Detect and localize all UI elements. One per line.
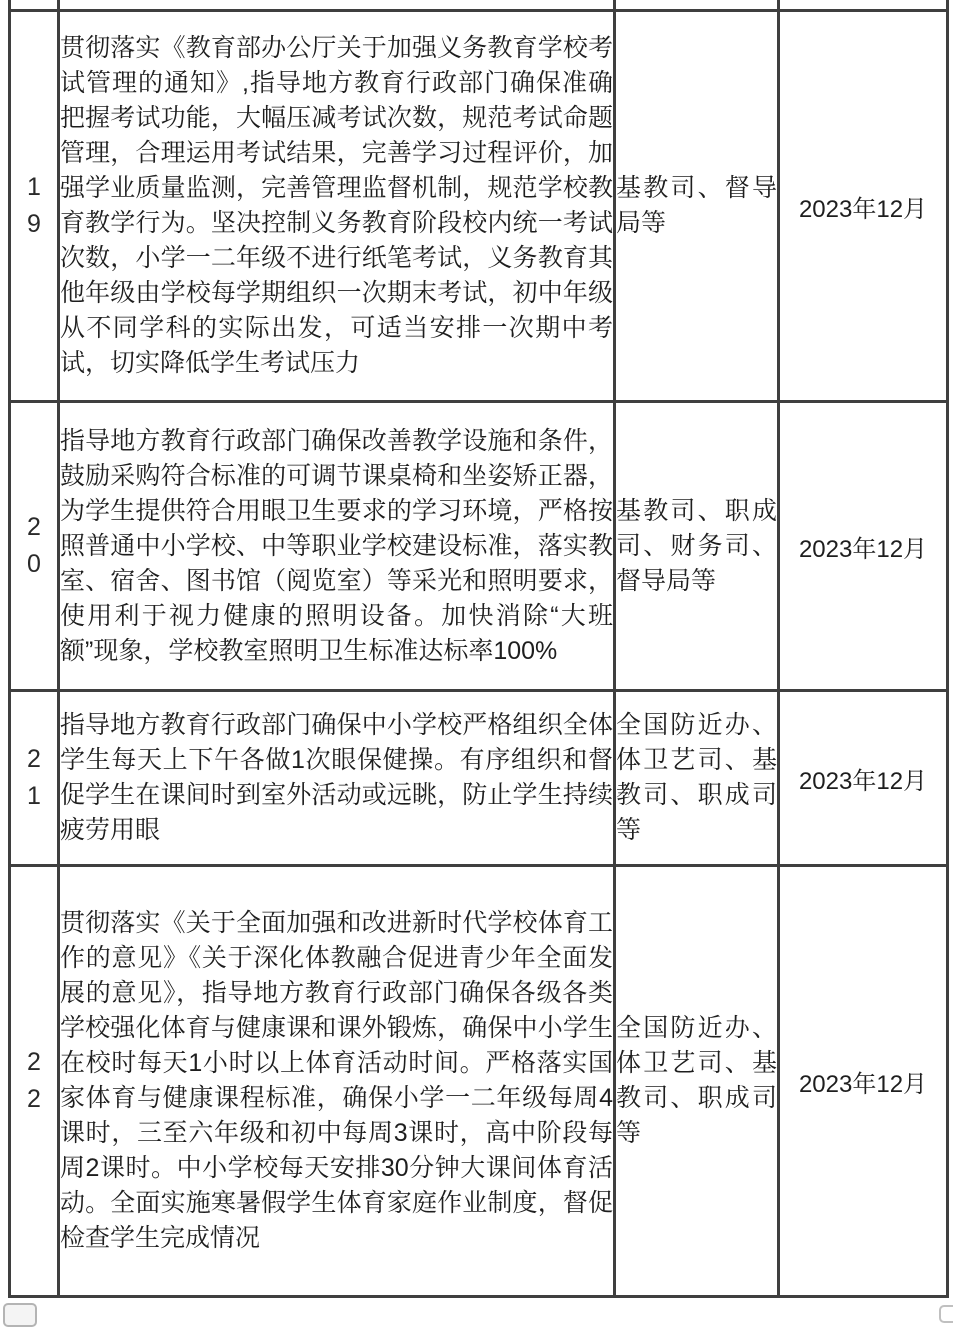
task-cell xyxy=(59,691,615,866)
task-text: 贯彻落实《关于全面加强和改进新时代学校体育工作的意见》《关于深化体教融合促进青少年全面发展的意见》，指导地方教育行政部门确保各级各类学校强化体育与健康课和课外锻炼，确保中小学生在校时每天1小时以上体育活动时间。严格落实国家体育与健康课程标准，确保小学一二年级每周4课时，三至六年级和初中每周3课时，高中阶段每周2课时。中小学校每天安排30分钟大课间体育活动。全面实施寒暑假学生体育家庭作业制度，督促检查学生完成情况 xyxy=(60,909,613,1252)
date-text: 2023年12月 xyxy=(798,1070,928,1098)
table-row xyxy=(10,866,948,1297)
task-cell xyxy=(59,402,615,691)
departments-cell xyxy=(615,0,779,11)
task-cell xyxy=(59,0,615,11)
departments-cell xyxy=(615,402,779,691)
table-row xyxy=(10,11,948,402)
task-text: 贯彻落实《教育部办公厅关于加强义务教育学校考试管理的通知》,指导地方教育行政部门确保准确把握考试功能，大幅压减考试次数，规范考试命题管理，合理运用考试结果，完善学习过程评价，加强学业质量监测，完善管理监督机制，规范学校教育教学行为。坚决控制义务教育阶段校内统一考试次数，小学一二年级不进行纸笔考试，义务教育其他年级由学校每学期组织一次期末考试，初中年级从不同学科的实际出发，可适当安排一次期中考试，切实降低学生考试压力 xyxy=(60,34,613,377)
date-text: 2023年12月 xyxy=(798,767,928,795)
table-row-partial xyxy=(10,0,948,11)
date-cell xyxy=(779,866,948,1297)
cropped-element-corner-bottom-right xyxy=(939,1305,953,1323)
departments-cell xyxy=(615,866,779,1297)
date-cell xyxy=(779,0,948,11)
task-text: 指导地方教育行政部门确保改善教学设施和条件，鼓励采购符合标准的可调节课桌椅和坐姿矫正器，为学生提供符合用眼卫生要求的学习环境，严格按照普通中小学校、中等职业学校建设标准，落实教室、宿舍、图书馆（阅览室）等采光和照明要求，使用利于视力健康的照明设备。加快消除“大班额”现象，学校教室照明卫生标准达标率100% xyxy=(60,426,613,665)
row-number: 19 xyxy=(27,173,41,238)
departments-text: 全国防近办、体卫艺司、基教司、职成司等 xyxy=(616,711,777,844)
date-cell xyxy=(779,11,948,402)
table-row xyxy=(10,691,948,866)
row-number-cell xyxy=(10,691,59,866)
departments-text: 全国防近办、体卫艺司、基教司、职成司等 xyxy=(616,1014,777,1147)
row-number: 20 xyxy=(27,513,41,578)
departments-text: 基教司、督导局等 xyxy=(616,174,777,237)
row-number-cell xyxy=(10,402,59,691)
cropped-element-corner-bottom-left xyxy=(3,1303,37,1327)
departments-text: 基教司、职成司、财务司、督导局等 xyxy=(616,496,777,595)
date-cell xyxy=(779,691,948,866)
date-text: 2023年12月 xyxy=(798,195,928,223)
row-number: 21 xyxy=(27,745,41,810)
row-number-cell xyxy=(10,866,59,1297)
departments-cell xyxy=(615,11,779,402)
date-text: 2023年12月 xyxy=(798,535,928,563)
row-number-cell xyxy=(10,11,59,402)
task-cell xyxy=(59,11,615,402)
departments-cell xyxy=(615,691,779,866)
table-row xyxy=(10,402,948,691)
row-number: 22 xyxy=(27,1048,41,1113)
task-text: 指导地方教育行政部门确保中小学校严格组织全体学生每天上下午各做1次眼保健操。有序组织和督促学生在课间时到室外活动或远眺，防止学生持续疲劳用眼 xyxy=(60,711,613,844)
date-cell xyxy=(779,402,948,691)
task-cell xyxy=(59,866,615,1297)
task-schedule-table xyxy=(8,0,949,1298)
row-number-cell xyxy=(10,0,59,11)
